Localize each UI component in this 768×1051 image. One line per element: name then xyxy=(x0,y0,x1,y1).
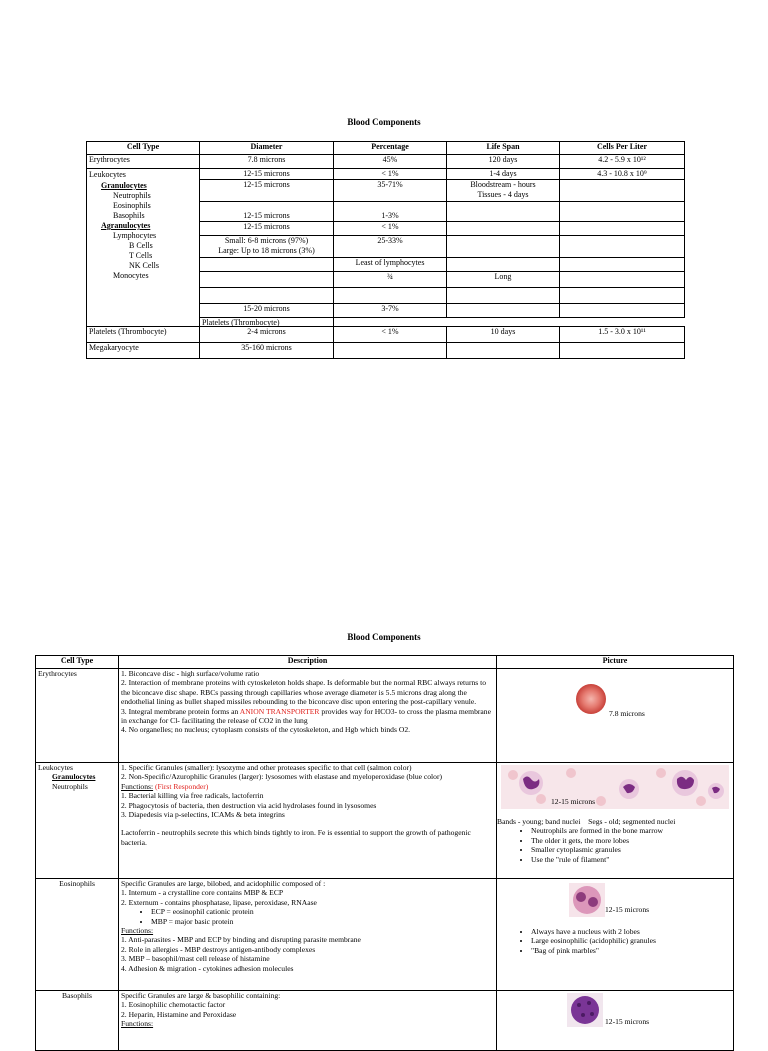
desc-line: 2. Heparin, Histamine and Peroxidase xyxy=(121,1009,237,1019)
list-item: • The older it gets, the more lobes xyxy=(531,836,734,845)
picture-cell xyxy=(497,991,734,1051)
list-item: • ECP = eosinophil cationic protein xyxy=(151,907,494,916)
cell-percentage: ¾ xyxy=(334,272,447,288)
list-item: • "Bag of pink marbles" xyxy=(531,946,734,955)
cell-count: 4.2 - 5.9 x 10¹² xyxy=(560,155,685,169)
cell-diameter: 12-15 microns xyxy=(200,222,334,236)
blood-components-detail-table xyxy=(35,655,734,1051)
cell-lifespan: 120 days xyxy=(447,155,560,169)
basophil-image xyxy=(567,993,603,1027)
list-item: • MBP = major basic protein xyxy=(151,917,494,926)
cell-type: Monocytes xyxy=(113,271,149,280)
cell-lifespan: 10 days xyxy=(447,327,560,343)
empty-cell xyxy=(447,343,560,359)
cell-diameter: 12-15 microns xyxy=(200,202,334,222)
desc-text: 3. Integral membrane protein forms an xyxy=(121,706,240,716)
cell-percentage: 1-3% xyxy=(334,202,447,222)
col-header: Percentage xyxy=(334,142,447,155)
empty-cell xyxy=(560,202,685,222)
desc-line xyxy=(121,707,494,726)
empty-cell xyxy=(447,222,560,236)
cell-type: Neutrophils xyxy=(52,781,88,791)
erythrocyte-image xyxy=(575,683,607,715)
cell-type: Lymphocytes xyxy=(113,231,157,240)
cell-percentage: 25-33% xyxy=(334,236,447,258)
table-row xyxy=(87,327,685,343)
desc-text: Functions: xyxy=(121,781,154,791)
cell-type: Leukocytes xyxy=(89,170,126,179)
cell-type: Eosinophils xyxy=(113,201,151,210)
cell-type: Neutrophils xyxy=(113,191,151,200)
table-row xyxy=(36,669,734,763)
desc-line: 1. Specific Granules (smaller): lysozyme and other proteases specific to that cell (salmon color) xyxy=(121,763,412,772)
cell-diameter: 2-4 microns xyxy=(200,327,334,343)
desc-line: 1. Internum - a crystalline core contains MBP & ECP xyxy=(121,888,284,898)
desc-line: Lactoferrin - neutrophils secrete this which binds tightly to iron. Fe is essential to support the growth of pathogenic bacteria. xyxy=(121,828,471,847)
desc-line: 3. MBP – basophil/mast cell release of histamine xyxy=(121,954,270,964)
cell-type-cell xyxy=(36,763,119,879)
desc-line: 4. No organelles; no nucleus; cytoplasm consists of the cytoskeleton, and Hgb which binds O2. xyxy=(121,725,411,735)
cell-type: Granulocytes xyxy=(101,181,147,190)
col-header: Life Span xyxy=(447,142,560,155)
cell-diameter: 35-160 microns xyxy=(200,343,334,359)
table-row xyxy=(36,879,734,991)
cell-type: Platelets (Thrombocyte) xyxy=(200,318,334,334)
cell-type: B Cells xyxy=(129,241,153,250)
empty-cell xyxy=(447,304,560,318)
empty-cell xyxy=(560,180,685,202)
col-header: Description xyxy=(119,656,497,669)
cell-type: T Cells xyxy=(129,251,153,260)
blood-components-summary-table xyxy=(86,141,685,350)
desc-line: 2. Non-Specific/Azurophilic Granules (larger): lysosomes with elastase and myeloperoxidase (blue color) xyxy=(121,772,443,782)
anion-transporter-highlight: ANION TRANSPORTER xyxy=(239,706,320,716)
picture-cell xyxy=(497,669,734,763)
col-header: Cell Type xyxy=(87,142,200,155)
neutrophil-notes xyxy=(497,817,734,864)
cell-percentage: 35-71% xyxy=(334,180,447,202)
empty-cell xyxy=(447,236,560,258)
table-row xyxy=(87,155,685,169)
lifespan-line: Tissues - 4 days xyxy=(477,190,529,199)
empty-cell xyxy=(447,288,560,304)
cell-type: Basophils xyxy=(113,211,145,220)
list-item: • Always have a nucleus with 2 lobes xyxy=(531,927,734,936)
cell-type: Basophils xyxy=(36,991,119,1051)
empty-cell xyxy=(560,288,685,304)
cell-lifespan: Long xyxy=(447,272,560,288)
empty-cell xyxy=(560,343,685,359)
cell-diameter xyxy=(200,236,334,258)
description-cell xyxy=(119,879,497,991)
blood-components-summary-table-tail xyxy=(86,326,685,359)
desc-line: Specific Granules are large & basophilic containing: xyxy=(121,991,281,1000)
eosinophil-notes xyxy=(497,927,734,955)
empty-cell xyxy=(334,288,447,304)
empty-cell xyxy=(560,236,685,258)
empty-cell xyxy=(200,288,334,304)
col-header: Cells Per Liter xyxy=(560,142,685,155)
empty-cell xyxy=(560,222,685,236)
desc-text: provides way for HCO3- to cross the plasma membrane in exchange for Cl- facilitating the release of CO2 in the lung xyxy=(121,706,491,726)
cell-type: Platelets (Thrombocyte) xyxy=(87,327,200,343)
table-row xyxy=(36,991,734,1051)
table2-title: Blood Components xyxy=(347,632,421,642)
table-header-row xyxy=(87,142,685,155)
desc-line: 1. Biconcave disc - high surface/volume ratio xyxy=(121,669,260,678)
list-item: • Large eosinophilic (acidophilic) granules xyxy=(531,936,734,945)
picture-caption: 7.8 microns xyxy=(609,709,645,718)
table-row xyxy=(87,343,685,359)
cell-type: Agranulocytes xyxy=(101,221,151,230)
col-header: Diameter xyxy=(200,142,334,155)
picture-note: Bands - young; band nuclei Segs - old; segmented nuclei xyxy=(497,817,676,826)
cell-type: NK Cells xyxy=(129,261,159,270)
cell-type-column xyxy=(87,169,200,350)
cell-type: Megakaryocyte xyxy=(87,343,200,359)
cell-diameter: 7.8 microns xyxy=(200,155,334,169)
table1-title: Blood Components xyxy=(347,117,421,127)
cell-lifespan xyxy=(447,180,560,202)
cell-count: 4.3 - 10.8 x 10⁹ xyxy=(560,169,685,180)
functions-heading xyxy=(121,782,494,791)
picture-caption: 12-15 microns xyxy=(551,797,596,806)
cell-type: Eosinophils xyxy=(36,879,119,991)
cell-type: Erythrocytes xyxy=(36,669,119,763)
desc-line: 2. Externum - contains phosphatase, lipase, peroxidase, RNAase xyxy=(121,897,317,907)
desc-line: 1. Bacterial killing via free radicals, lactoferrin xyxy=(121,791,264,801)
desc-line: 1. Anti-parasites - MBP and ECP by binding and disrupting parasite membrane xyxy=(121,935,361,945)
picture-caption: 12-15 microns xyxy=(605,905,650,914)
desc-line: 2. Interaction of membrane proteins with cytoskeleton holds shape. Is deformable but the normal RBC always returns to the biconcave disc shape. RBCs passing through capillaries whose average diameter is 5.5 microns drag along the endothelial lining as bullet shaped missiles rebounding to the biconcave disc upon entering the post-capillary venule. xyxy=(121,678,487,707)
cell-percentage: < 1% xyxy=(334,222,447,236)
cell-percentage: < 1% xyxy=(334,169,447,180)
desc-line: 2. Role in allergies - MBP destroys antigen-antibody complexes xyxy=(121,944,316,954)
lifespan-line: Bloodstream - hours xyxy=(470,180,536,189)
cell-diameter: 12-15 microns xyxy=(200,180,334,202)
cell-diameter: 15-20 microns xyxy=(200,304,334,318)
cell-percentage: 3-7% xyxy=(334,304,447,318)
empty-cell xyxy=(334,343,447,359)
empty-cell xyxy=(560,258,685,272)
cell-type: Erythrocytes xyxy=(87,155,200,169)
cell-count: 1.5 - 3.0 x 10¹¹ xyxy=(560,327,685,343)
empty-cell xyxy=(200,258,334,272)
list-item: • Use the "rule of filament" xyxy=(531,855,734,864)
desc-line: 3. Diapedesis via p-selectins, ICAMs & beta integrins xyxy=(121,810,285,820)
cell-percentage: < 1% xyxy=(334,327,447,343)
col-header: Picture xyxy=(497,656,734,669)
empty-cell xyxy=(560,272,685,288)
picture-cell xyxy=(497,763,734,879)
picture-caption: 12-15 microns xyxy=(605,1017,650,1026)
first-responder-highlight: (First Responder) xyxy=(153,781,209,791)
diameter-line: Small: 6-8 microns (97%) xyxy=(224,236,309,245)
cell-type: Granulocytes xyxy=(52,772,96,782)
table-row xyxy=(87,169,685,180)
diameter-line: Large: Up to 18 microns (3%) xyxy=(218,246,315,255)
picture-cell xyxy=(497,879,734,991)
functions-heading: Functions: xyxy=(121,926,154,936)
empty-cell xyxy=(447,258,560,272)
cell-percentage: Least of lymphocytes xyxy=(334,258,447,272)
table-row xyxy=(36,763,734,879)
cell-diameter: 12-15 microns xyxy=(200,169,334,180)
description-cell xyxy=(119,991,497,1051)
list-item: • Neutrophils are formed in the bone marrow xyxy=(531,826,734,835)
col-header: Cell Type xyxy=(36,656,119,669)
desc-line: 1. Eosinophilic chemotactic factor xyxy=(121,1000,226,1010)
desc-line: Specific Granules are large, bilobed, and acidophilic composed of : xyxy=(121,879,326,888)
list-item: • Smaller cytoplasmic granules xyxy=(531,845,734,854)
cell-lifespan: 1-4 days xyxy=(447,169,560,180)
cell-type: Leukocytes xyxy=(38,763,74,772)
description-cell xyxy=(119,669,497,763)
cell-percentage: 45% xyxy=(334,155,447,169)
empty-cell xyxy=(560,304,685,318)
desc-line: 4. Adhesion & migration - cytokines adhesion molecules xyxy=(121,963,294,973)
empty-cell xyxy=(200,272,334,288)
functions-heading: Functions: xyxy=(121,1019,154,1029)
empty-cell xyxy=(447,202,560,222)
eosinophil-image xyxy=(569,883,605,917)
neutrophil-image xyxy=(501,765,729,809)
desc-line: 2. Phagocytosis of bacteria, then destruction via acid hydrolases found in lysosomes xyxy=(121,800,377,810)
table-header-row xyxy=(36,656,734,669)
description-cell xyxy=(119,763,497,879)
